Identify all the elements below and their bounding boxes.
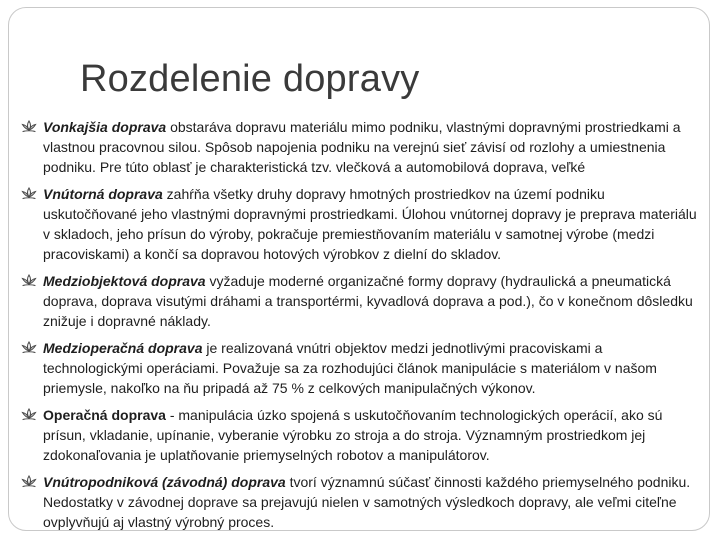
bullet-list bbox=[20, 117, 700, 539]
bullet-text: vyžaduje moderné organizačné formy dopravy (hydraulická a pneumatická doprava, doprava visutými dráhami a transportérmi, kyvadlová doprava a pod.), čo v konečnom dôsledku znižuje i dopravné náklady. bbox=[43, 273, 693, 329]
lotus-bullet-icon bbox=[20, 185, 38, 203]
lotus-bullet-icon bbox=[20, 406, 38, 424]
bullet-item-vnutropodnikova-doprava bbox=[20, 472, 700, 532]
bullet-term: Vnútropodniková (závodná) doprava bbox=[43, 474, 286, 490]
lotus-bullet-shape bbox=[20, 185, 38, 203]
bullet-item-medziobjektova-doprava bbox=[20, 271, 700, 331]
bullet-term: Medzioperačná doprava bbox=[43, 340, 203, 356]
bullet-term: Medziobjektová doprava bbox=[43, 273, 206, 289]
bullet-item-vonkajsia-doprava bbox=[20, 117, 700, 177]
lotus-bullet-shape bbox=[20, 339, 38, 357]
lotus-bullet-shape bbox=[20, 473, 38, 491]
bullet-text: je realizovaná vnútri objektov medzi jednotlivými pracoviskami a technologickými operáciami. Považuje sa za rozhodujúci článok manipulácie s materiálom v našom priemysle, nakoľko na ňu pripadá až 75 % z celkových manipulačných výkonov. bbox=[43, 340, 657, 396]
lotus-bullet-shape bbox=[20, 118, 38, 136]
lotus-bullet-icon bbox=[20, 272, 38, 290]
bullet-text: - manipulácia úzko spojená s uskutočňovaním technologických operácií, ako sú prísun, vkladanie, upínanie, vyberanie výrobku zo stroja a do stroja. Významným prostriedkom jej zdokonaľovania je uplatňovanie priemyselných robotov a manipulátorov. bbox=[43, 407, 663, 463]
bullet-text: obstaráva dopravu materiálu mimo podniku, vlastnými dopravnými prostriedkami a vlastnou pracovnou silou. Spôsob napojenia podniku na verejnú sieť závisí od rozlohy a umiestnenia podniku. Pre túto oblasť je charakteristická tzv. vlečková a automobilová doprava, veľké bbox=[43, 119, 681, 175]
lotus-bullet-shape bbox=[20, 406, 38, 424]
lotus-bullet-icon bbox=[20, 473, 38, 491]
bullet-item-vnutorna-doprava bbox=[20, 184, 700, 264]
bullet-text: tvorí významnú súčasť činnosti každého priemyselného podniku. Nedostatky v závodnej doprave sa prejavujú nielen v samotných výsledkoch dopravy, ale veľmi citeľne ovplyvňujú aj vlastný výrobný proces. bbox=[43, 474, 691, 530]
bullet-item-operacna-doprava bbox=[20, 405, 700, 465]
bullet-term: Vonkajšia doprava bbox=[43, 119, 167, 135]
bullet-item-medzioperacna-doprava bbox=[20, 338, 700, 398]
lotus-bullet-shape bbox=[20, 272, 38, 290]
bullet-term: Vnútorná doprava bbox=[43, 186, 163, 202]
slide-title: Rozdelenie dopravy bbox=[80, 58, 420, 100]
bullet-text: zahŕňa všetky druhy dopravy hmotných prostriedkov na území podniku uskutočňované jeho vlastnými dopravnými prostriedkami. Úlohou vnútornej dopravy je preprava materiálu v skladoch, jeho prísun do výroby, pokračuje premiestňovaním materiálu v samotnej výrobe (medzi pracoviskami) a končí sa dopravou hotových výrobkov z dielní do skladov. bbox=[43, 186, 697, 262]
bullet-term: Operačná doprava bbox=[43, 407, 166, 423]
lotus-bullet-icon bbox=[20, 339, 38, 357]
lotus-bullet-icon bbox=[20, 118, 38, 136]
